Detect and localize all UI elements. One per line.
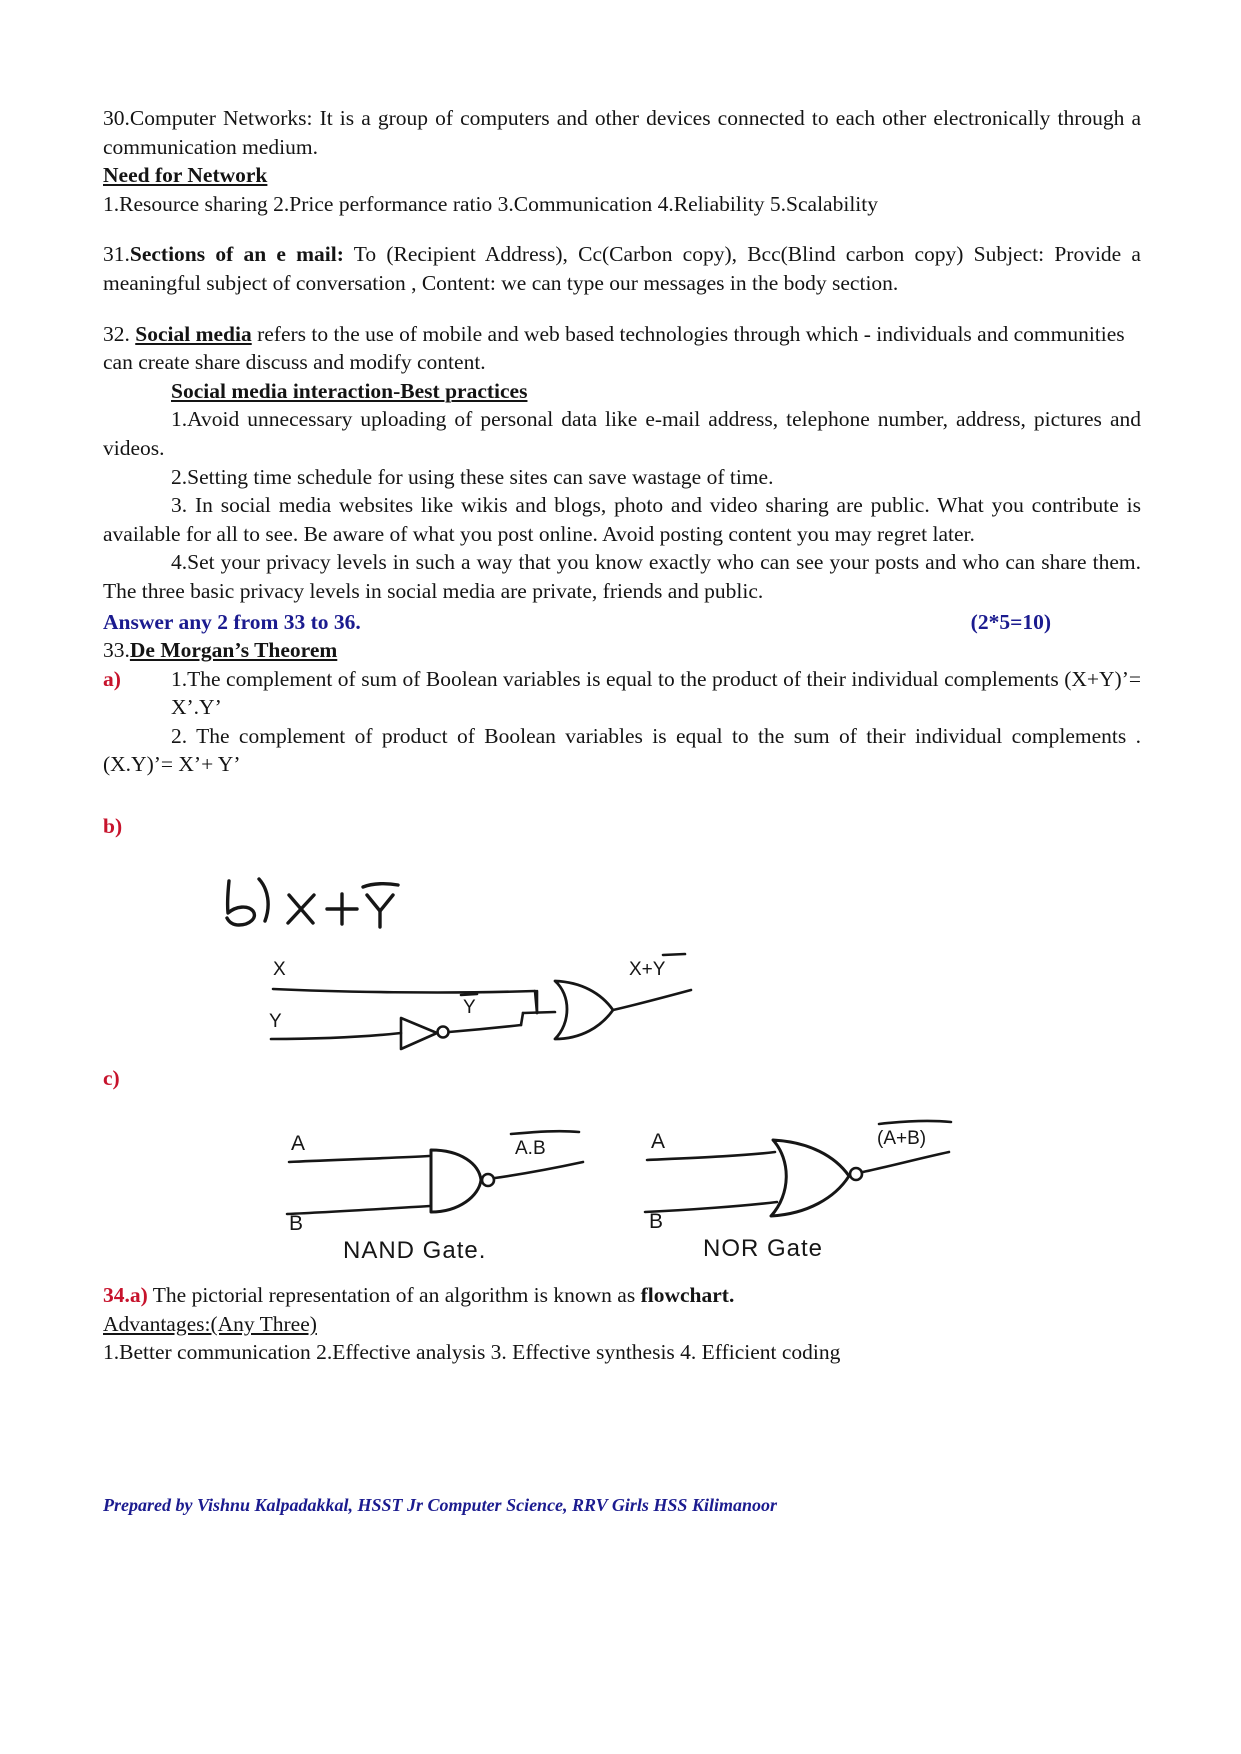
nor-input-a-label: A xyxy=(651,1130,666,1154)
nand-gate-figure xyxy=(287,1131,583,1264)
document-body xyxy=(103,104,1141,1367)
nand-gate-caption: NAND Gate. xyxy=(343,1237,487,1265)
advantages-label: Advantages:(Any Three) xyxy=(103,1311,317,1336)
best-practice-1 xyxy=(103,405,1141,462)
spacer xyxy=(103,218,1141,240)
advantages-list xyxy=(103,1338,1141,1367)
q34-text: The pictorial representation of an algorithm is known as xyxy=(147,1283,641,1308)
q33-heading: De Morgan’s Theorem xyxy=(129,638,338,663)
q33-part-a-point2 xyxy=(103,722,1141,779)
q33-part-a-point1: 1.The complement of sum of Boolean variables is equal to the product of their individual complements (X+Y)’= X’.Y’ xyxy=(171,666,1141,720)
q32-number: 32. xyxy=(103,321,136,346)
best-practice-3-text: 3. In social media websites like wikis and blogs, photo and video sharing are public. What you contribute is available for all to see. Be aware of what you post online. Avoid posting content you may regret later. xyxy=(103,493,1141,546)
heading-need-for-network xyxy=(103,161,1141,190)
nor-input-b-label: B xyxy=(649,1210,664,1234)
spacer xyxy=(103,801,1141,812)
answer-instruction-text: Answer any 2 from 33 to 36. xyxy=(103,609,361,634)
best-practice-2 xyxy=(103,463,1141,492)
paragraph-q34 xyxy=(103,1281,1141,1310)
paragraph-q31 xyxy=(103,240,1141,297)
need-for-network-label: Need for Network xyxy=(103,163,268,188)
nand-input-a-label: A xyxy=(291,1132,306,1156)
heading-advantages xyxy=(103,1310,1141,1339)
circuit-input-x-label: X xyxy=(273,958,286,980)
q34-bold-tail: flowchart. xyxy=(640,1283,735,1308)
q31-lead: Sections of an e mail: xyxy=(129,242,344,267)
handwritten-expression-b xyxy=(227,879,398,927)
q31-number: 31. xyxy=(103,242,130,267)
advantages-list-text: 1.Better communication 2.Effective analysis 3. Effective synthesis 4. Efficient coding xyxy=(103,1340,841,1365)
paragraph-q32 xyxy=(103,320,1141,377)
q33-part-a xyxy=(103,665,1141,722)
best-practice-4 xyxy=(103,548,1141,605)
q33-number: 33. xyxy=(103,638,130,663)
nand-input-b-label: B xyxy=(289,1212,304,1236)
nor-gate-caption: NOR Gate xyxy=(703,1235,824,1263)
heading-q33 xyxy=(103,636,1141,665)
q32-text: refers to the use of mobile and web based technologies through which - individuals and communities can create share discuss and modify content. xyxy=(103,321,1125,375)
answer-instruction-row xyxy=(103,608,1141,637)
paragraph-q30: 30.Computer Networks: It is a group of computers and other devices connected to each other electronically through a communication medium. xyxy=(103,106,1141,159)
circuit-output-label: X+Y xyxy=(629,958,666,980)
nand-output-label: A.B xyxy=(515,1138,546,1160)
spacer xyxy=(103,779,1141,801)
best-practice-2-text: 2.Setting time schedule for using these sites can save wastage of time. xyxy=(171,464,774,489)
q33-part-b-label: b) xyxy=(103,814,123,839)
circuit-intermediate-ybar-label: Y xyxy=(463,996,476,1018)
spacer xyxy=(103,1053,1141,1064)
circuit-input-y-label: Y xyxy=(269,1010,282,1032)
nor-output-label: (A+B) xyxy=(877,1128,927,1150)
need-for-network-list xyxy=(103,190,1141,219)
q31-text: To (Recipient Address), Cc(Carbon copy), Bcc(Blind carbon copy) Subject: Provide a meaningful subject of conversation , Content: we can type our messages in the body section. xyxy=(103,242,1141,295)
best-practice-1-text: 1.Avoid unnecessary uploading of personal data like e-mail address, telephone number, address, pictures and videos. xyxy=(103,407,1141,460)
spacer xyxy=(103,298,1141,320)
nor-gate-figure xyxy=(645,1121,951,1262)
q34-label: 34.a) xyxy=(103,1283,148,1308)
q33-part-c-label: c) xyxy=(103,1065,120,1090)
circuit-part-b xyxy=(269,954,691,1049)
answer-instruction-marks: (2*5=10) xyxy=(970,609,1051,634)
page-footer: Prepared by Vishnu Kalpadakkal, HSST Jr Computer Science, RRV Girls HSS Kilimanoor xyxy=(103,1495,777,1515)
best-practice-3 xyxy=(103,491,1141,548)
q33-part-a-point2-text: 2. The complement of product of Boolean variables is equal to the sum of their individual complements . (X.Y)’= X’+ Y’ xyxy=(103,723,1141,777)
best-practices-label: Social media interaction-Best practices xyxy=(171,378,528,403)
spacer xyxy=(103,1270,1141,1281)
figure-part-b-circuit xyxy=(215,863,775,1053)
figure-part-c-gates xyxy=(283,1110,983,1270)
heading-best-practices xyxy=(103,377,1141,406)
need-list-text: 1.Resource sharing 2.Price performance ratio 3.Communication 4.Reliability 5.Scalability xyxy=(103,191,878,216)
q32-lead: Social media xyxy=(135,321,252,346)
q33-part-a-label: a) xyxy=(103,666,121,691)
best-practice-4-text: 4.Set your privacy levels in such a way that you know exactly who can see your posts and who can share them. The three basic privacy levels in social media are private, friends and public. xyxy=(103,550,1141,603)
